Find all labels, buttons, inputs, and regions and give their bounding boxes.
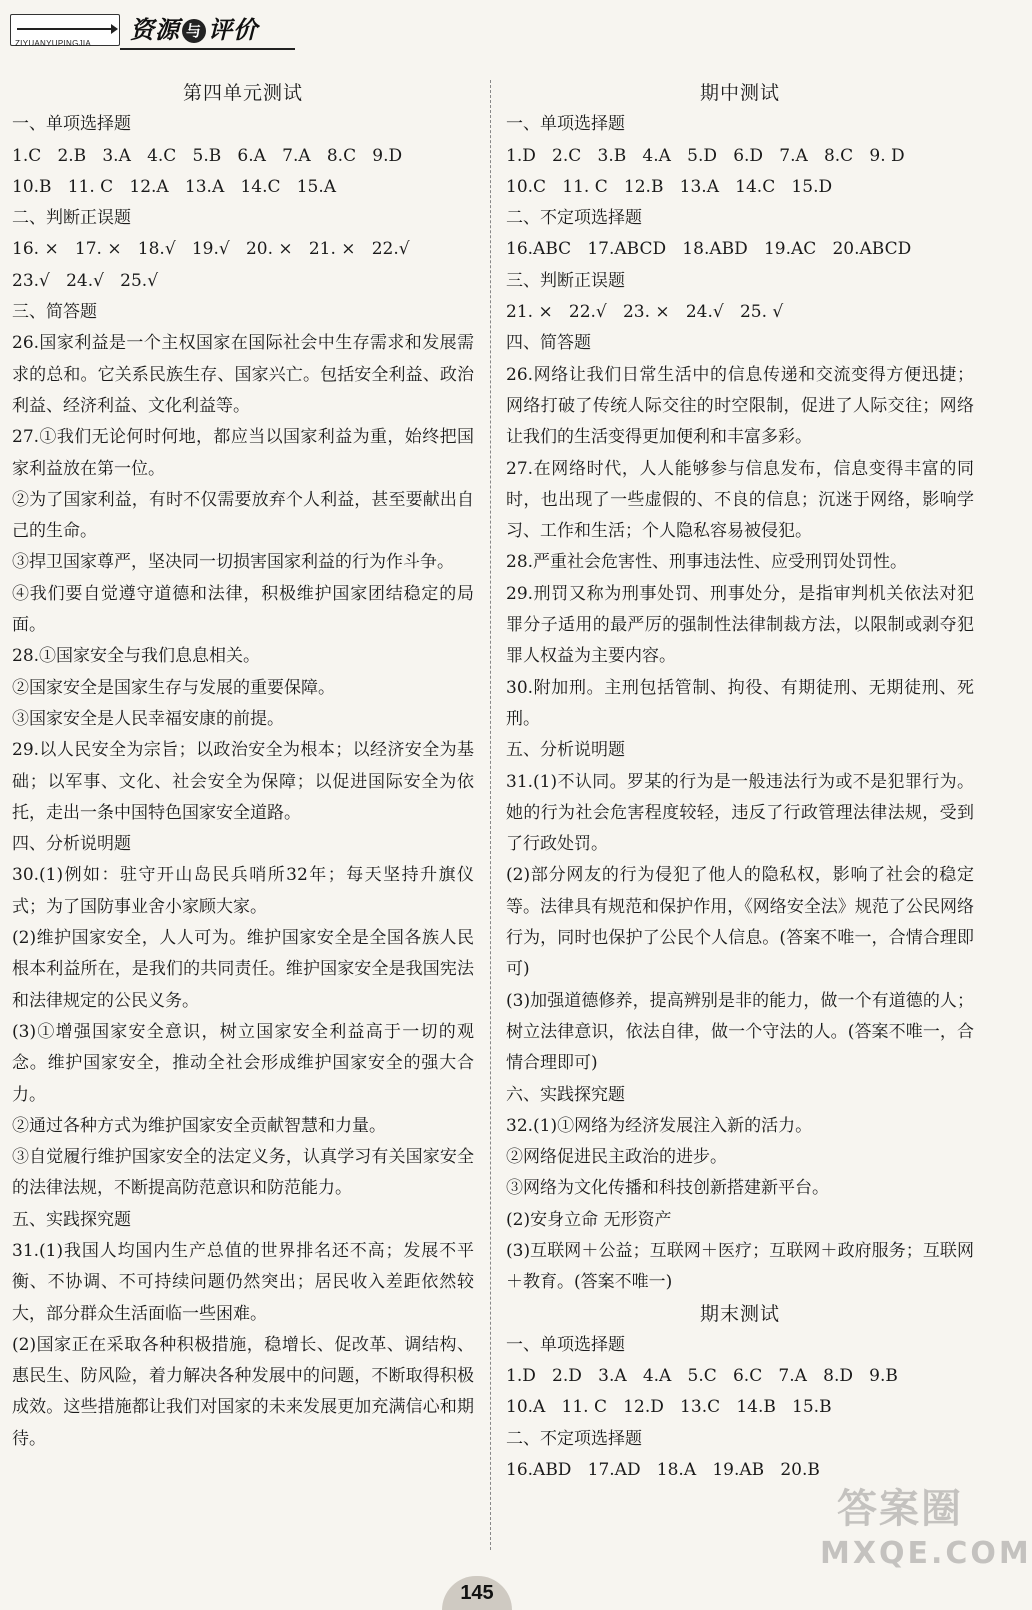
answer-paragraph: 31.(1)我国人均国内生产总值的世界排名还不高；发展不平衡、不协调、不可持续问题仍然突出；居民收入差距依然较大，部分群众生活面临一些困难。 — [12, 1240, 474, 1324]
answer-paragraph: (2)国家正在采取各种积极措施，稳增长、促改革、调结构、惠民生、防风险，着力解决各种发展中的问题，不断取得积极成效。这些措施都让我们对国家的未来发展更加充满信心和期待。 — [12, 1334, 474, 1449]
header-rule — [120, 48, 295, 50]
answer-paragraph: ③捍卫国家尊严，坚决同一切损害国家利益的行为作斗争。 — [12, 552, 454, 573]
header-arrow-box — [10, 14, 120, 46]
answer-paragraph: ④我们要自觉遵守道德和法律，积极维护国家团结稳定的局面。 — [12, 583, 474, 636]
answer-paragraph: (2)安身立命 无形资产 — [506, 1209, 672, 1230]
header-title — [130, 10, 258, 45]
watermark — [820, 1484, 1032, 1594]
answer-paragraph: (2)部分网友的行为侵犯了他人的隐私权，影响了社会的稳定等。法律具有规范和保护作用，《网络安全法》规范了公民网络行为，同时也保护了公民个人信息。(答案不唯一，合情合理即可) — [506, 865, 974, 980]
answer-line: 10.C 11. C 12.B 13.A 14.C 15.D — [506, 176, 833, 197]
watermark-top: 答案圈 — [837, 1486, 963, 1532]
answer-line: 10.A 11. C 12.D 13.C 14.B 15.B — [506, 1397, 832, 1418]
left-column — [12, 78, 474, 1455]
answer-line: 一、单项选择题 — [506, 114, 625, 135]
answer-paragraph: (2)维护国家安全，人人可为。维护国家安全是全国各族人民根本利益所在，是我们的共同责任。维护国家安全是我国宪法和法律规定的公民义务。 — [12, 928, 474, 1011]
answer-paragraph: 26.网络让我们日常生活中的信息传递和交流变得方便迅捷；网络打破了传统人际交往的时空限制，促进了人际交往；网络让我们的生活变得更加便利和丰富多彩。 — [506, 364, 974, 448]
answer-paragraph: ②通过各种方式为维护国家安全贡献智慧和力量。 — [12, 1115, 386, 1136]
header-title-mid: 与 — [182, 19, 206, 43]
page-number: 145 — [442, 1576, 512, 1610]
answer-paragraph: ③国家安全是人民幸福安康的前提。 — [12, 708, 284, 729]
answer-line: 四、分析说明题 — [12, 834, 131, 855]
answer-line: 1.D 2.D 3.A 4.A 5.C 6.C 7.A 8.D 9.B — [506, 1366, 898, 1387]
answer-paragraph: (3)①增强国家安全意识，树立国家安全利益高于一切的观念。维护国家安全，推动全社会形成维护国家安全的强大合力。 — [12, 1021, 474, 1105]
answer-paragraph: ②网络促进民主政治的进步。 — [506, 1147, 727, 1168]
answer-line: 五、实践探究题 — [12, 1209, 131, 1230]
header-title-a: 资源 — [130, 16, 180, 44]
answer-paragraph: 27.①我们无论何时何地，都应当以国家利益为重，始终把国家利益放在第一位。 — [12, 427, 474, 479]
answer-paragraph: 30.(1)例如：驻守开山岛民兵哨所32年；每天坚持升旗仪式；为了国防事业舍小家顾大家。 — [12, 865, 474, 917]
answer-paragraph: ②国家安全是国家生存与发展的重要保障。 — [12, 677, 335, 698]
answer-paragraph: ②为了国家利益，有时不仅需要放弃个人利益，甚至要献出自己的生命。 — [12, 489, 474, 542]
column-divider — [490, 80, 491, 1550]
section-title: 期中测试 — [699, 82, 780, 104]
answer-line: 三、简答题 — [12, 302, 97, 323]
answer-line: 16. × 17. × 18.√ 19.√ 20. × 21. × 22.√ — [12, 239, 410, 260]
answer-line: 一、单项选择题 — [506, 1334, 625, 1355]
answer-line: 21. × 22.√ 23. × 24.√ 25. √ — [506, 302, 784, 323]
answer-line: 23.√ 24.√ 25.√ — [12, 270, 159, 291]
answer-paragraph: ③自觉履行维护国家安全的法定义务，认真学习有关国家安全的法律法规，不断提高防范意识和防范能力。 — [12, 1147, 474, 1199]
answer-line: 1.C 2.B 3.A 4.C 5.B 6.A 7.A 8.C 9.D — [12, 145, 403, 166]
answer-paragraph: (3)互联网＋公益；互联网＋医疗；互联网＋政府服务；互联网＋教育。(答案不唯一) — [506, 1240, 974, 1293]
answer-line: 16.ABD 17.AD 18.A 19.AB 20.B — [506, 1460, 820, 1481]
header-pinyin: ZIYUANYUPINGJIA — [15, 39, 92, 48]
answer-line: 16.ABC 17.ABCD 18.ABD 19.AC 20.ABCD — [506, 239, 912, 260]
answer-paragraph: 27.在网络时代，人人能够参与信息发布，信息变得丰富的同时，也出现了一些虚假的、不良的信息；沉迷于网络，影响学习、工作和生活；个人隐私容易被侵犯。 — [506, 458, 974, 542]
answer-paragraph: 28.①国家安全与我们息息相关。 — [12, 646, 261, 667]
answer-line: 二、判断正误题 — [12, 208, 131, 229]
answer-paragraph: 29.刑罚又称为刑事处罚、刑事处分，是指审判机关依法对犯罪分子适用的最严厉的强制性法律制裁方法，以限制或剥夺犯罪人权益为主要内容。 — [506, 583, 974, 667]
arrow-right-icon — [17, 28, 112, 30]
answer-line: 三、判断正误题 — [506, 270, 625, 291]
right-column — [506, 78, 974, 1486]
answer-paragraph: 26.国家利益是一个主权国家在国际社会中生存需求和发展需求的总和。它关系民族生存、国家兴亡。包括安全利益、政治利益、经济利益、文化利益等。 — [12, 333, 474, 416]
answer-line: 六、实践探究题 — [506, 1084, 625, 1105]
answer-paragraph: 29.以人民安全为宗旨；以政治安全为根本；以经济安全为基础；以军事、文化、社会安全为保障；以促进国际安全为依托，走出一条中国特色国家安全道路。 — [12, 740, 474, 823]
answer-paragraph: (3)加强道德修养，提高辨别是非的能力，做一个有道德的人；树立法律意识，依法自律，做一个守法的人。(答案不唯一，合情合理即可) — [506, 990, 974, 1074]
answer-line: 一、单项选择题 — [12, 114, 131, 135]
answer-paragraph: 32.(1)①网络为经济发展注入新的活力。 — [506, 1115, 813, 1136]
answer-line: 二、不定项选择题 — [506, 208, 642, 229]
watermark-bottom: MXQE.COM — [820, 1536, 1032, 1571]
section-title: 第四单元测试 — [182, 82, 303, 104]
header-title-b: 评价 — [208, 16, 258, 44]
header-logo — [10, 8, 300, 48]
answer-line: 二、不定项选择题 — [506, 1428, 642, 1449]
answer-paragraph: 31.(1)不认同。罗某的行为是一般违法行为或不是犯罪行为。她的行为社会危害程度较轻，违反了行政管理法律法规，受到了行政处罚。 — [506, 771, 974, 855]
answer-paragraph: 28.严重社会危害性、刑事违法性、应受刑罚处罚性。 — [506, 552, 908, 573]
answer-paragraph: 30.附加刑。主刑包括管制、拘役、有期徒刑、无期徒刑、死刑。 — [506, 677, 974, 729]
answer-line: 四、简答题 — [506, 333, 591, 354]
answer-paragraph: ③网络为文化传播和科技创新搭建新平台。 — [506, 1178, 829, 1199]
answer-line: 10.B 11. C 12.A 13.A 14.C 15.A — [12, 176, 337, 197]
section-title: 期末测试 — [699, 1302, 780, 1325]
answer-line: 五、分析说明题 — [506, 740, 625, 761]
answer-line: 1.D 2.C 3.B 4.A 5.D 6.D 7.A 8.C 9. D — [506, 145, 905, 166]
